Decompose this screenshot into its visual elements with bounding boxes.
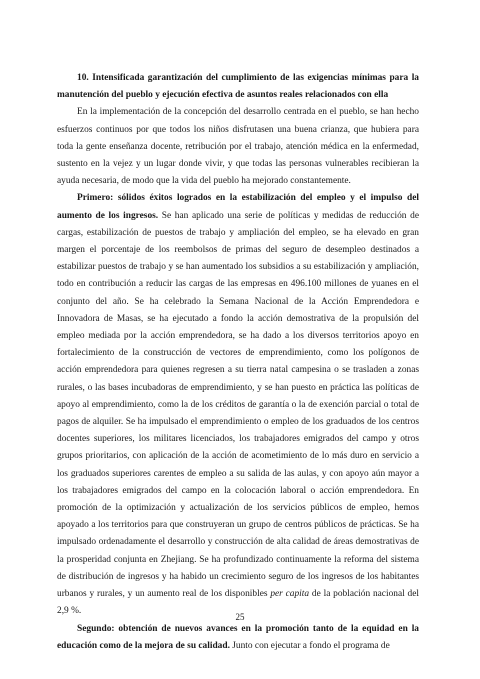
section-1-text-b: de la población nacional del 2,9 %.: [57, 589, 419, 617]
section-1-lead: Primero: sólidos éxitos logrados en la estabilización del empleo y el impulso del aumento de los ingresos.: [57, 193, 419, 221]
section-1-italic: per capita: [270, 589, 310, 600]
section-2-paragraph: [57, 621, 419, 655]
section-2-lead: Segundo: obtención de nuevos avances en la promoción tanto de la equidad en la educación como de la mejora de su calidad.: [57, 623, 419, 651]
intro-paragraph: En la implementación de la concepción del desarrollo centrada en el pueblo, se han hecho esfuerzos continuos por que todos los niños disfrutasen una buena crianza, que hubiera para toda la gente enseñanza docente, retribución por el trabajo, atención médica en la enfermedad, sustento en la vejez y un lugar donde vivir, y que todas las personas vulnerables recibieran la ayuda necesaria, de modo que la vida del pueblo ha mejorado constantemente.: [57, 107, 419, 187]
page-number: 25: [235, 612, 245, 622]
section-heading: 10. Intensificada garantización del cumplimiento de las exigencias mínimas para la manutención del pueblo y ejecución efectiva de asuntos reales relacionados con ella: [57, 73, 419, 101]
section-1-paragraph: [57, 190, 419, 620]
document-body: [57, 70, 419, 655]
section-2-text: Junto con ejecutar a fondo el programa de: [229, 640, 390, 651]
section-1-text-a: Se han aplicado una serie de políticas y medidas de reducción de cargas, estabilización de puestos de trabajo y ampliación del empleo, se ha elevado en gran margen el porcentaje de los reembolsos de primas del seguro de desempleo destinados a estabilizar puestos de trabajo y se han aumentado los subsidios a su estabilización y ampliación, todo en contribución a reducir las cargas de las empresas en 496.100 millones de yuanes en el conjunto del año. Se ha celebrado la Semana Nacional de la Acción Emprendedora e Innovadora de Masas, se ha ejecutado a fondo la acción demostrativa de la propulsión del empleo mediada por la acción emprendedora, se ha dado a los diversos territorios apoyo en fortalecimiento de la construcción de vectores de emprendimiento, como los polígonos de acción emprendedora para quienes regresen a su tierra natal campesina o se trasladen a zonas rurales, o las bases incubadoras de emprendimiento, y se han puesto en práctica las políticas de apoyo al emprendimiento, como la de los créditos de garantía o la de exención parcial o total de pagos de alquiler. Se ha impulsado el emprendimiento o empleo de los graduados de los centros docentes superiores, los militares licenciados, los trabajadores emigrados del campo y otros grupos prioritarios, con aplicación de la acción de acometimiento de lo más duro en servicio a los graduados superiores carentes de empleo a su salida de las aulas, y con apoyo aún mayor a los trabajadores emigrados del campo en la colocación laboral o acción emprendedora. En promoción de la optimización y actualización de los servicios públicos de empleo, hemos apoyado a los territorios para que construyeran un grupo de centros públicos de prácticas. Se ha impulsado ordenadamente el desarrollo y construcción de alta calidad de áreas demostrativas de la prosperidad conjunta en Zhejiang. Se ha profundizado continuamente la reforma del sistema de distribución de ingresos y ha habido un crecimiento seguro de los ingresos de los habitantes urbanos y rurales, y un aumento real de los disponibles: [57, 210, 419, 600]
